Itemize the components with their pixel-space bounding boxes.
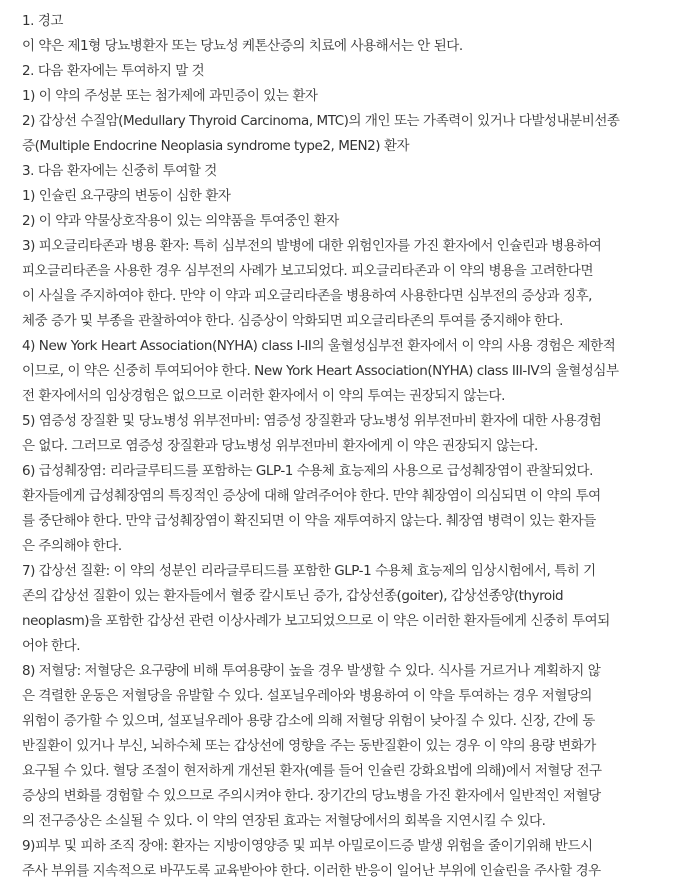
text-line: neoplasm)을 포함한 갑상선 관련 이상사례가 보고되었으므로 이 약은 이러한 환자들에게 신중히 투여되	[22, 613, 610, 629]
text-line: 위험이 증가할 수 있으며, 설포닐우레아 용량 감소에 의해 저혈당 위험이 낮아질 수 있다. 신장, 간에 동	[22, 713, 595, 729]
text-line: 어야 한다.	[22, 638, 81, 654]
text-line: 2) 갑상선 수질암(Medullary Thyroid Carcinoma, MTC)의 개인 또는 가족력이 있거나 다발성내분비선종	[22, 113, 620, 129]
text-line: 1) 이 약의 주성분 또는 첨가제에 과민증이 있는 환자	[22, 88, 318, 104]
text-line: 1. 경고	[22, 13, 64, 29]
text-line: 의 전구증상은 소실될 수 있다. 이 약의 연장된 효과는 저혈당에서의 회복을 지연시킬 수 있다.	[22, 813, 546, 829]
text-line: 4) New York Heart Association(NYHA) class I-II의 울혈성심부전 환자에서 이 약의 사용 경험은 제한적	[22, 338, 616, 354]
text-line: 은 없다. 그러므로 염증성 장질환과 당뇨병성 위부전마비 환자에게 이 약은 권장되지 않는다.	[22, 438, 538, 454]
text-line: 체중 증가 및 부종을 관찰하여야 한다. 심증상이 악화되면 피오글리타존의 투여를 중지해야 한다.	[22, 313, 563, 329]
text-line: 이므로, 이 약은 신중히 투여되어야 한다. New York Heart Association(NYHA) class III-IV의 울혈성심부	[22, 363, 619, 379]
text-line: 환자들에게 급성췌장염의 특징적인 증상에 대해 알려주어야 한다. 만약 췌장염이 의심되면 이 약의 투여	[22, 488, 601, 504]
text-line: 2) 이 약과 약물상호작용이 있는 의약품을 투여중인 환자	[22, 213, 339, 229]
text-line: 증상의 변화를 경험할 수 있으므로 주의시켜야 한다. 장기간의 당뇨병을 가진 환자에서 일반적인 저혈당	[22, 788, 601, 804]
text-line: 5) 염증성 장질환 및 당뇨병성 위부전마비: 염증성 장질환과 당뇨병성 위부전마비 환자에 대한 사용경험	[22, 413, 602, 429]
text-line: 은 격렬한 운동은 저혈당을 유발할 수 있다. 설포닐우레아와 병용하여 이 약을 투여하는 경우 저혈당의	[22, 688, 593, 704]
text-line: 요구될 수 있다. 혈당 조절이 현저하게 개선된 환자(예를 들어 인슐린 강화요법에 의해)에서 저혈당 전구	[22, 763, 602, 779]
text-line: 존의 갑상선 질환이 있는 환자들에서 혈중 칼시토닌 증가, 갑상선종(goiter), 갑상선종양(thyroid	[22, 588, 564, 604]
text-line: 7) 갑상선 질환: 이 약의 성분인 리라글루티드를 포함한 GLP-1 수용체 효능제의 임상시험에서, 특히 기	[22, 563, 596, 579]
text-line: 8) 저혈당: 저혈당은 요구량에 비해 투여용량이 높을 경우 발생할 수 있다. 식사를 거르거나 계획하지 않	[22, 663, 601, 679]
text-line: 반질환이 있거나 부신, 뇌하수체 또는 갑상선에 영향을 주는 동반질환이 있는 경우 이 약의 용량 변화가	[22, 738, 596, 754]
text-line: 2. 다음 환자에는 투여하지 말 것	[22, 63, 205, 79]
text-line: 이 약은 제1형 당뇨병환자 또는 당뇨성 케톤산증의 치료에 사용해서는 안 된다.	[22, 38, 463, 54]
text-line: 증(Multiple Endocrine Neoplasia syndrome type2, MEN2) 환자	[22, 138, 410, 154]
text-line: 은 주의해야 한다.	[22, 538, 122, 554]
text-line: 피오글리타존을 사용한 경우 심부전의 사례가 보고되었다. 피오글리타존과 이 약의 병용을 고려한다면	[22, 263, 594, 279]
text-line: 이 사실을 주지하여야 한다. 만약 이 약과 피오글리타존을 병용하여 사용한다면 심부전의 증상과 징후,	[22, 288, 593, 304]
text-line: 를 중단해야 한다. 만약 급성췌장염이 확진되면 이 약을 재투여하지 않는다. 췌장염 병력이 있는 환자들	[22, 513, 596, 529]
text-line: 전 환자에서의 임상경험은 없으므로 이러한 환자에서 이 약의 투여는 권장되지 않는다.	[22, 388, 505, 404]
text-line: 1) 인슐린 요구량의 변동이 심한 환자	[22, 188, 231, 204]
text-line: 9)피부 및 피하 조직 장애: 환자는 지방이영양증 및 피부 아밀로이드증 발생 위험을 줄이기위해 반드시	[22, 838, 593, 854]
text-line: 6) 급성췌장염: 리라글루티드를 포함하는 GLP-1 수용체 효능제의 사용으로 급성췌장염이 관찰되었다.	[22, 463, 593, 479]
text-line: 주사 부위를 지속적으로 바꾸도록 교육받아야 한다. 이러한 반응이 일어난 부위에 인슐린을 주사할 경우	[22, 863, 601, 879]
text-line: 3. 다음 환자에는 신중히 투여할 것	[22, 163, 217, 179]
text-line: 3) 피오글리타존과 병용 환자: 특히 심부전의 발병에 대한 위험인자를 가진 환자에서 인슐린과 병용하여	[22, 238, 602, 254]
